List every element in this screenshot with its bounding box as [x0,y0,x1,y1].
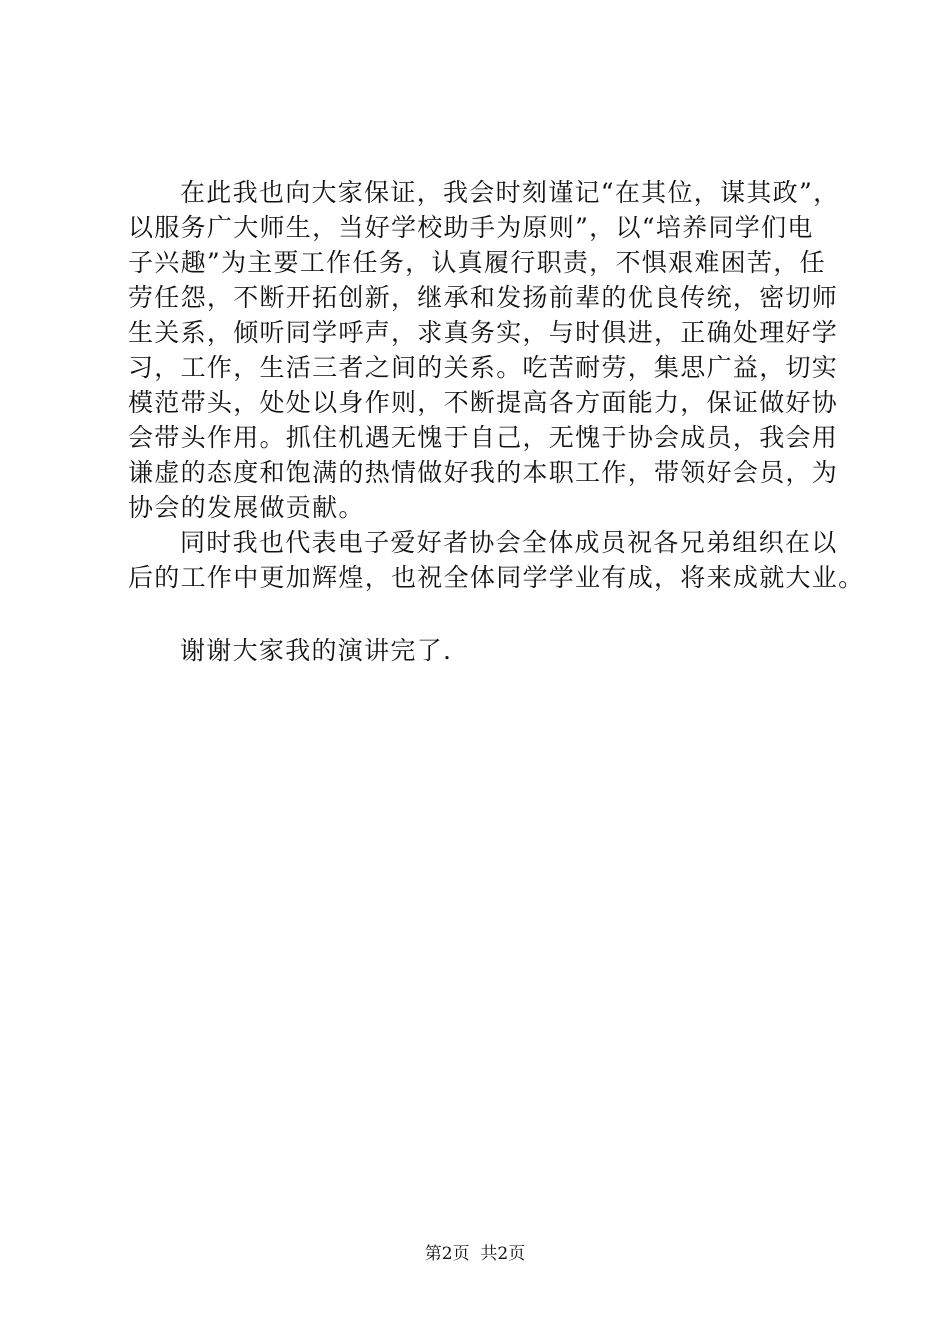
paragraph-1 [128,175,848,525]
text-line: 后的工作中更加辉煌，也祝全体同学学业有成，将来成就大业。 [128,563,865,592]
document-body [128,175,865,668]
text-line: 会带头作用。抓住机遇无愧于自己，无愧于协会成员，我会用 [128,423,839,452]
text-line: 在此我也向大家保证，我会时刻谨记“在其位，谋其政”， [180,178,840,207]
text-line: 模范带头，处处以身作则，不断提高各方面能力，保证做好协 [128,388,839,417]
text-line: 以服务广大师生，当好学校助手为原则”，以“培养同学们电 [128,213,814,242]
text-line: 同时我也代表电子爱好者协会全体成员祝各兄弟组织在以 [180,528,838,557]
page-footer [0,1243,950,1265]
text-line: 生关系，倾听同学呼声，求真务实，与时俱进，正确处理好学 [128,318,839,347]
paragraph-spacer [128,595,848,633]
text-line: 协会的发展做贡献。 [128,493,365,522]
paragraph-2 [128,525,865,595]
closing-line: 谢谢大家我的演讲完了. [180,636,453,665]
closing-paragraph [128,633,848,668]
text-line: 习，工作，生活三者之间的关系。吃苦耐劳，集思广益，切实 [128,353,839,382]
text-line: 劳任怨，不断开拓创新，继承和发扬前辈的优良传统，密切师 [128,283,839,312]
text-line: 谦虚的态度和饱满的热情做好我的本职工作，带领好会员，为 [128,458,839,487]
page-number: 第2页 共2页 [424,1244,526,1264]
text-line: 子兴趣”为主要工作任务，认真履行职责，不惧艰难困苦，任 [128,248,826,277]
